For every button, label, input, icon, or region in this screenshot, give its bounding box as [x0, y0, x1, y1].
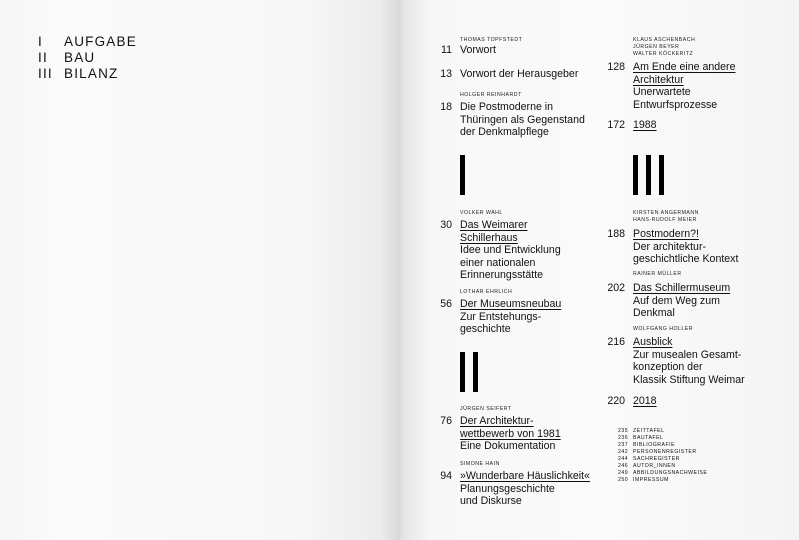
- section-3: III BILANZ: [38, 66, 119, 81]
- entry-title: »Wunderbare Häuslichkeit« Planungsgeschichte und Diskurse: [460, 470, 590, 507]
- roman-numeral-three-mark-c: [659, 155, 664, 195]
- appendix-list: [618, 428, 707, 484]
- section-2: II BAU: [38, 50, 96, 65]
- page-number: 188: [607, 228, 625, 240]
- page-number: 220: [607, 395, 625, 407]
- author-mueller: RAINER MÜLLER: [633, 271, 682, 277]
- appendix-item: 249 ABBILDUNGSNACHWEISE: [618, 470, 708, 476]
- entry-title: Postmodern?! Der architektur- geschichtliche Kontext: [633, 228, 739, 265]
- page-number: 11: [441, 44, 452, 56]
- entry-title: 1988: [633, 119, 657, 131]
- page-number: 202: [607, 282, 625, 294]
- section-1: I AUFGABE: [38, 34, 137, 49]
- entry-title: Der Architektur- wettbewerb von 1981 Eine Dokumentation: [460, 415, 561, 452]
- entry-title: Der Museumsneubau Zur Entstehungs- geschichte: [460, 298, 562, 335]
- appendix-item: 242 PERSONENREGISTER: [618, 449, 697, 455]
- roman-numeral-three-mark-a: [633, 155, 638, 195]
- appendix-item: 250 IMPRESSUM: [618, 477, 669, 483]
- appendix-item: 246 AUTOR_INNEN: [618, 463, 676, 469]
- page-number: 94: [440, 470, 452, 482]
- author-topfstedt: THOMAS TOPFSTEDT: [460, 37, 523, 43]
- entry-title: Ausblick Zur musealen Gesamt- konzeption der Klassik Stiftung Weimar: [633, 336, 745, 386]
- authors-aschenbach-beyer-koeckeritz: KLAUS ASCHENBACH JÜRGEN BEYER WALTER KÖCKERITZ: [633, 37, 696, 57]
- author-wahl: VOLKER WAHL: [460, 210, 503, 216]
- page-number: 30: [440, 219, 452, 231]
- appendix-item: 237 BIBLIOGRAFIE: [618, 442, 676, 448]
- page-number: 18: [440, 101, 452, 113]
- author-hain: SIMONE HAIN: [460, 461, 500, 467]
- page-number: 56: [440, 298, 452, 310]
- roman-numeral-three-mark-b: [646, 155, 651, 195]
- roman-numeral-one-mark: [460, 155, 465, 195]
- appendix-item: 235 ZEITTAFEL: [618, 428, 665, 434]
- page-number: 128: [607, 61, 625, 73]
- author-seifert: JÜRGEN SEIFERT: [460, 406, 512, 412]
- entry-title: Vorwort: [460, 44, 496, 56]
- author-reinhardt: HOLGER REINHARDT: [460, 92, 522, 98]
- roman-numeral-two-mark-b: [473, 352, 478, 392]
- entry-title: 2018: [633, 395, 657, 407]
- entry-title: Vorwort der Herausgeber: [460, 68, 579, 80]
- author-holler: WOLFGANG HOLLER: [633, 326, 693, 332]
- roman-numeral-two-mark-a: [460, 352, 465, 392]
- entry-title: Das Schillermuseum Auf dem Weg zum Denkmal: [633, 282, 731, 319]
- page-number: 76: [440, 415, 452, 427]
- page-number: 216: [607, 336, 625, 348]
- author-ehrlich: LOTHAR EHRLICH: [460, 289, 513, 295]
- entry-title: Die Postmoderne in Thüringen als Gegenstand der Denkmalpflege: [460, 101, 585, 138]
- authors-angermann-meier: KIRSTEN ANGERMANN HANS-RUDOLF MEIER: [633, 210, 699, 223]
- entry-title: Am Ende eine andere Architektur Unerwartete Entwurfsprozesse: [633, 61, 736, 111]
- appendix-item: 236 BAUTAFEL: [618, 435, 664, 441]
- page-number: 172: [607, 119, 625, 131]
- page-number: 13: [440, 68, 452, 80]
- appendix-item: 244 SACHREGISTER: [618, 456, 680, 462]
- entry-title: Das Weimarer Schillerhaus Idee und Entwicklung einer nationalen Erinnerungsstätte: [460, 219, 561, 281]
